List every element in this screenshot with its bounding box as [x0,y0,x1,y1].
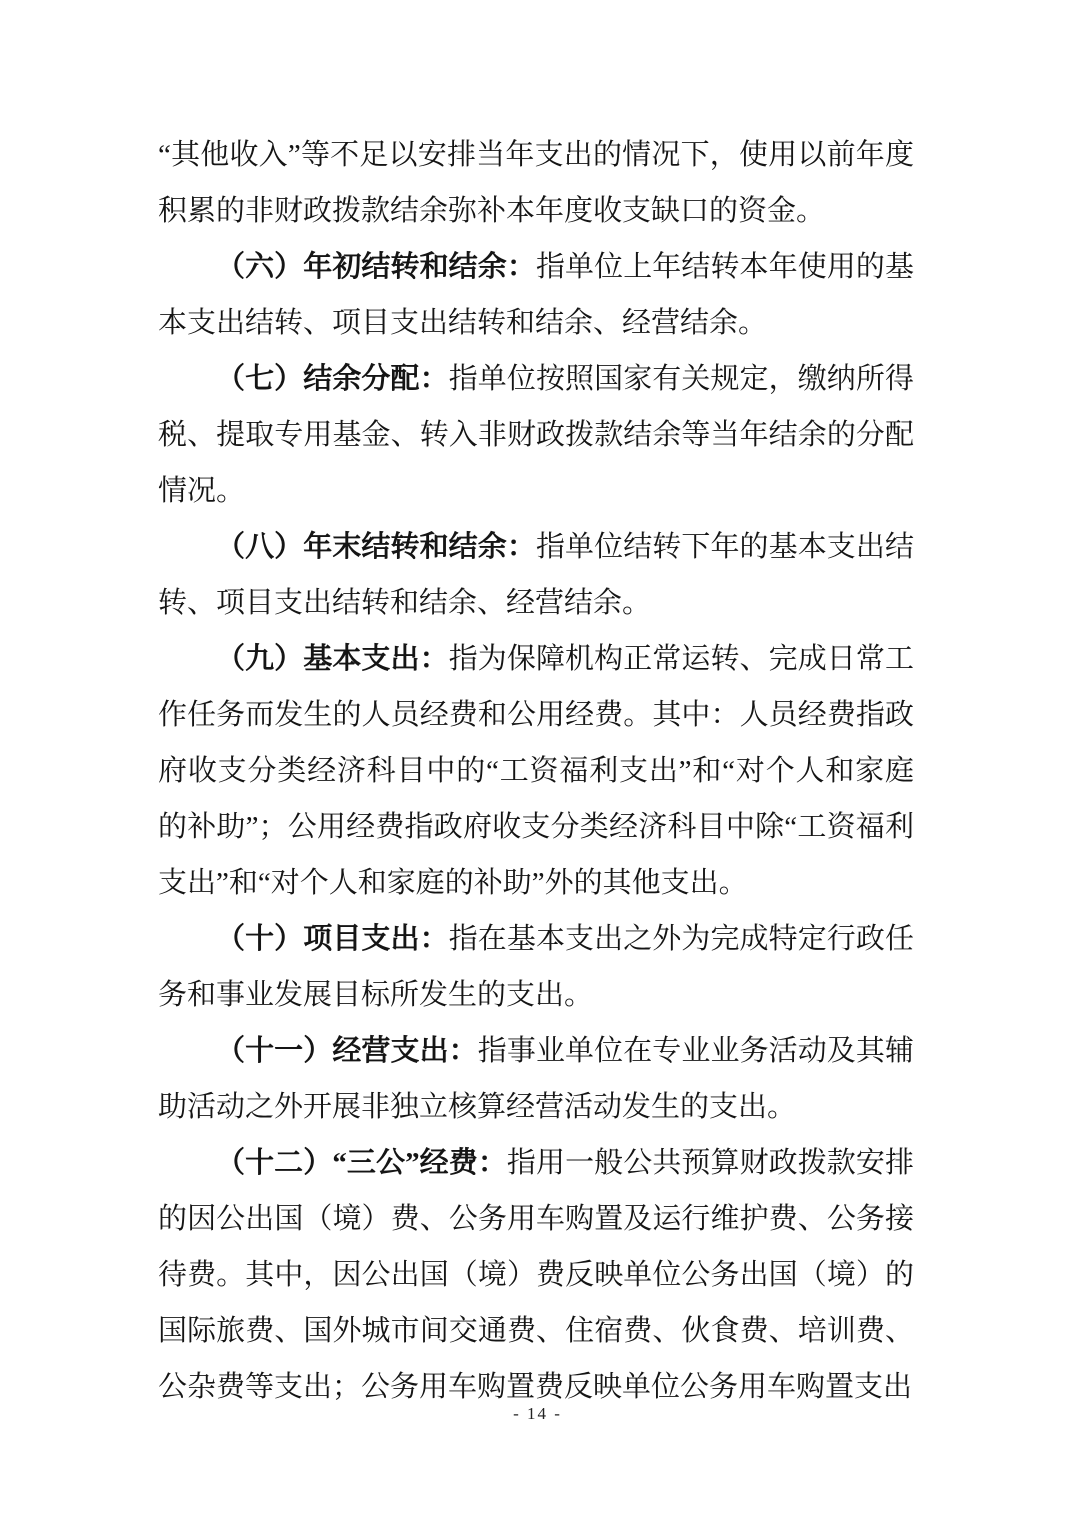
paragraph-head: （十一）经营支出： [216,1035,478,1067]
paragraph-body: 指单位结转下年的基本支出结转、项目支出结转和结余、经营结余。 [158,531,914,619]
paragraph-body: 指事业单位在专业业务活动及其辅助活动之外开展非独立核算经营活动发生的支出。 [158,1035,914,1123]
paragraph-body: “其他收入”等不足以安排当年支出的情况下，使用以前年度积累的非财政拨款结余弥补本年度收支缺口的资金。 [158,139,914,227]
paragraph [158,631,914,911]
paragraph-body: 指为保障机构正常运转、完成日常工作任务而发生的人员经费和公用经费。其中：人员经费指政府收支分类经济科目中的“工资福利支出”和“对个人和家庭的补助”；公用经费指政府收支分类经济科目中除“工资福利支出”和“对个人和家庭的补助”外的其他支出。 [158,643,914,899]
paragraph [158,1135,914,1415]
paragraph-body: 指单位上年结转本年使用的基本支出结转、项目支出结转和结余、经营结余。 [158,251,914,339]
paragraph-head: （十二）“三公”经费： [216,1147,507,1179]
paragraph [158,519,914,631]
paragraph-body: 指用一般公共预算财政拨款安排的因公出国（境）费、公务用车购置及运行维护费、公务接待费。其中，因公出国（境）费反映单位公务出国（境）的国际旅费、国外城市间交通费、住宿费、伙食费、培训费、公杂费等支出；公务用车购置费反映单位公务用车购置支出 [158,1147,914,1403]
paragraph [158,127,914,239]
paragraph-body: 指在基本支出之外为完成特定行政任务和事业发展目标所发生的支出。 [158,923,914,1011]
page-number: - 14 - [513,1404,562,1423]
paragraph-head: （六）年初结转和结余： [216,251,536,283]
paragraph [158,1023,914,1135]
paragraph-head: （八）年末结转和结余： [216,531,536,563]
document-body [158,127,914,1415]
paragraph [158,911,914,1023]
paragraph-head: （十）项目支出： [216,923,449,955]
paragraph-head: （九）基本支出： [216,643,449,675]
paragraph [158,351,914,519]
paragraph-body: 指单位按照国家有关规定，缴纳所得税、提取专用基金、转入非财政拨款结余等当年结余的分配情况。 [158,363,914,507]
paragraph-head: （七）结余分配： [216,363,449,395]
paragraph [158,239,914,351]
